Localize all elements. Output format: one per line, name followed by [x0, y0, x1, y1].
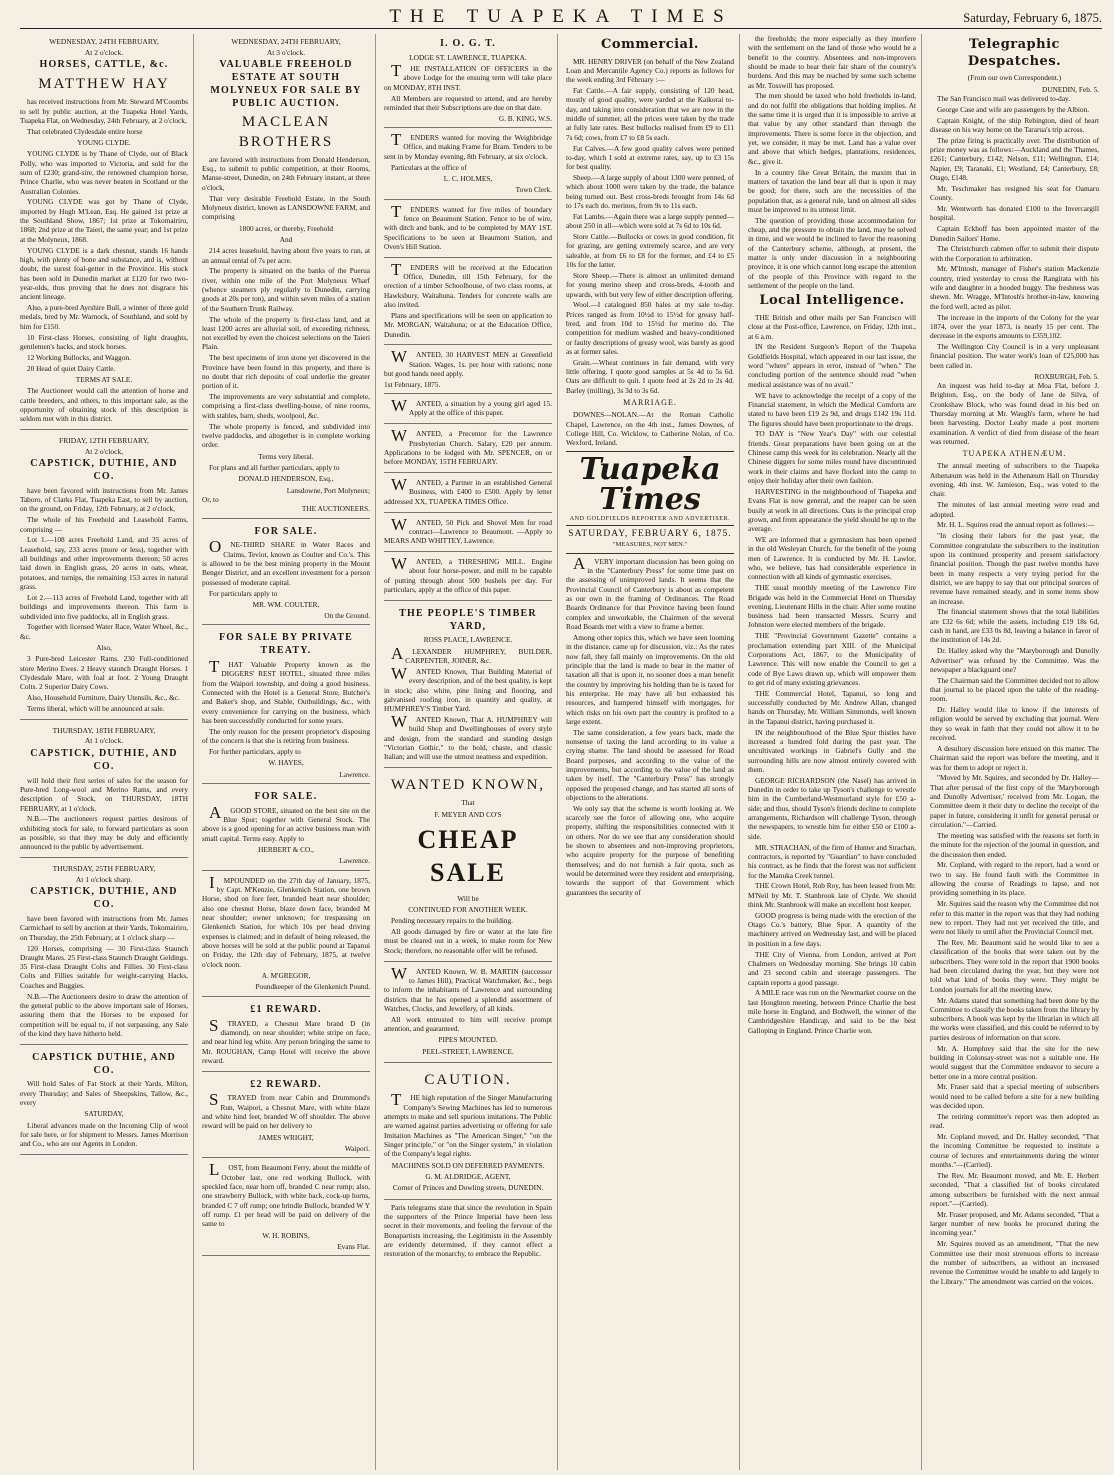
paragraph: 120 Horses, comprising — 30 First-class Staunch Draught Mares. 25 First-class Staunch Draught Geldings. 35 First-class Draught Colts and Fillies. 30 First-class Colts and Fillies suitable for weight-carrying Hacks, Coaches and Buggies.: [20, 943, 188, 990]
paragraph: THAT Valuable Property known as the DIGGERS' REST HOTEL, situated three miles from the Waipori township, and doing a good business. Connected with the Hotel is a General Store, Butcher's and Baker's shop, and Stable, Outbuildings, &c., with every convenience for carrying on the business, which has been successfully conducted for some years.: [202, 657, 370, 726]
paragraph: ALEXANDER HUMPHREY, BUILDER, CARPENTER, JOINER, &c.: [391, 643, 552, 666]
paragraph: MR. STRACHAN, of the firm of Hunter and Strachan, contractors, is reported by "Guardian" to have concluded his contract, as he finds that the forest was not sufficient for the Manuka Creek tunnel.: [748, 842, 916, 880]
ad-heading: CAUTION.: [424, 1072, 512, 1089]
paragraph: THE British and other mails per San Francisco will close at the Post-office, Lawrence, on Friday, 12th inst., at 6 a.m.: [748, 312, 916, 341]
ad-date: 1st February, 1875.: [384, 379, 441, 389]
paragraph: WANTED, a Precentor for the Lawrence Presbyterian Church. Salary, £20 per annum. Applications to be lodged with Mr. SPENCER, on or before MONDAY, 15TH FEBRUARY.: [384, 426, 552, 467]
paragraph: THE "Provincial Government Gazette" contains a proclamation extending part XIII. of the Municipal Corporations Act, 1867, to the Municipality of Lawrence. This will now enable the Council to get a code of Bye Laws drawn up, which will empower them to get rid of many existing grievances.: [748, 631, 916, 687]
ad-two-pound-reward: [202, 1075, 370, 1159]
paragraph: WANTED, 30 HARVEST MEN at Greenfield Station. Wages, 1s. per hour with rations; none but good hands need apply.: [384, 347, 552, 378]
paragraph: An inquest was held to-day at Moa Flat, before J. Brighton, Esq., on the body of Jane de Silva, of Cronkshaw Block, who was found dead in his bed on Thursday morning at Mr. Waugh's farm, where he had been harvesting. Doctor Leahy made a post mortem examination. A verdict of died from disease of the heart was returned.: [930, 380, 1099, 446]
paragraph: Mr. Teschmaker has resigned his seat for Oamaru County.: [930, 183, 1099, 203]
ad-subheading: LODGE ST. LAWRENCE, TUAPEKA.: [409, 52, 527, 62]
signature: Evans Flat.: [337, 1242, 370, 1252]
paragraph: YOUNG CLYDE is by Thane of Clyde, out of Black Polly, who was imported to Victoria, and sold for the sum of £230; grand-sire, the renowned champion horse, Prince Charlie, who was never beaten in Scotland or the Australian Colonies.: [20, 149, 188, 196]
signature: On the Ground.: [324, 611, 370, 621]
ad-date: WEDNESDAY, 24TH FEBRUARY,: [49, 37, 159, 46]
paragraph: THE INSTALLATION OF OFFICERS in the above Lodge for the ensuing term will take place on MONDAY, 8TH INST.: [384, 61, 552, 92]
terms: Terms very liberal.: [258, 451, 314, 461]
ad-school-tender: [384, 261, 552, 346]
signature: THE AUCTIONEERS.: [301, 504, 370, 514]
paragraph: GOOD progress is being made with the erection of the Otago Co.'s battery, Blue Spur. A quantity of the machinery arrived on Wednesday last, and will be placed in position in a few days.: [748, 910, 916, 948]
paragraph: Paris telegrams state that since the revolution in Spain the supporters of the Prince Imperial have been less secret in their movements, and feeling the fervour of the Bonapartists increasing, the Legitimists in the Assembly are evidently determined, if they cannot effect a restoration of the monarchy, to embrace the Republic.: [384, 1202, 552, 1259]
paragraph: Mr. A. Humphrey said that the site for the new building in Colonsay-street was not a suitable one. He would suggest that the Committee endeavor to secure a better one in a more central position.: [930, 1043, 1099, 1081]
paragraph: 3 Pure-bred Leicester Rams. 230 Full-conditioned store Merino Ewes. 2 Heavy staunch Draught Horses. 1 Clydesdale Mare, with foal at foot. 2 Young Draught Colts. 2 Superior Dairy Cows.: [20, 654, 188, 692]
columns: [20, 34, 1104, 1470]
paragraph: Wool.—I catalogued 850 bales at my sale to-day. Prices ranged as from 10½d to 15½d for greasy half-bred, and from 10d to 15½d for merino do. The competition for medium washed and heavy-conditioned or faulty descriptions of greasy wool, was barely as good as at former sales.: [566, 300, 734, 356]
nameplate-subtitle: AND GOLDFIELDS REPORTER AND ADVERTISER.: [569, 515, 731, 522]
paragraph: The whole of his Freehold and Leasehold Farms, comprising —: [20, 515, 188, 534]
signature: JAMES WRIGHT,: [258, 1132, 314, 1142]
ad-lansdowne-farm: [202, 34, 370, 519]
paragraph: TENDERS wanted for moving the Weighbridge Office, and making Frame for Bram. Tenders to be sent in by Monday evening, 8th February, at six o'clock.: [384, 130, 552, 161]
ad-heading: I. O. G. T.: [440, 38, 496, 49]
paragraph: Particulars at the office of: [391, 162, 467, 172]
signature: G. M. ALDRIDGE, AGENT,: [425, 1171, 511, 1181]
paragraph: Mr. M'Intosh, manager of Fisher's station Mackenzie country, tried yesterday to cross the Rangitata with his wife and daughter in a hooded buggy. The freshness was shewn. Mr. Wragge, M'Intosh's brother-in-law, knowing the ford well, acted as pilot.: [930, 264, 1099, 311]
paragraph: Dr. Halley would like to know if the interests of religion would be served by excluding that journal. Were they so weak in faith that they could not allow it to be received.: [930, 705, 1099, 743]
ad-road-men: [384, 516, 552, 552]
paragraph: Mr. Fraser proposed, and Mr. Adams seconded, "That a larger number of new books be procured during the incoming year.": [930, 1209, 1099, 1238]
auctioneer-name: CAPSTICK, DUTHIE, AND CO.: [30, 886, 178, 911]
paragraph: All Members are requested to attend, and are hereby reminded that their Subscriptions are due on that date.: [384, 93, 552, 112]
ad-time: At 2 o'clock,: [84, 446, 124, 456]
paragraph: All work entrusted to him will receive prompt attention, and guaranteed.: [384, 1014, 552, 1034]
will-be-label: Will be: [457, 893, 479, 903]
paragraph: THE City of Vienna, from London, arrived at Port Chalmers on Wednesday morning. She brings 10 cabin and 23 second cabin and steerage passengers. The captain reports a good passage.: [748, 949, 916, 987]
ad-heading: £2 REWARD.: [250, 1078, 322, 1090]
paragraph: Captain Knight, of the ship Rebington, died of heart disease on his way home on the Tararua's trip across.: [930, 115, 1099, 134]
paragraph: Liberal advances made on the Incoming Clip of wool for sale here, or for shipment to Messrs. James Morrison and Co., who are our Agents in London.: [20, 1120, 188, 1149]
section-heading: Local Intelligence.: [759, 293, 905, 309]
paragraph: The Auctioneer would call the attention of horse and cattle breeders, and others, to this important sale, as the opportunity of obtaining stock of this description is seldom met with in this district.: [20, 386, 188, 424]
ad-heading: £1 REWARD.: [250, 1003, 322, 1015]
paragraph: Grain.—Wheat continues in fair demand, with very little offering. I quote good samples at 5s 4d to 5s 6d. Oats are difficult to quit. I quote feed at 2s 2d to 2s 4d. Barley (milling), 3s 3d to 3s 6d.: [566, 357, 734, 395]
paragraph: Lot 1.—108 acres Freehold Land, and 35 acres of Leasehold, say, 233 acres (more or less), together with all buildings and other improvements thereon; 50 acres laid down in English grass, 20 acres in oats, wheat, potatoes, and turnips, the remaining 153 acres in natural grass.: [20, 535, 188, 592]
auctioneer-name: CAPSTICK DUTHIE, AND CO.: [32, 1051, 176, 1076]
nameplate: [566, 451, 734, 554]
paragraph: N.B.—The auctioneers request parties desirous of exhibiting stock for sale, to forward particulars as soon as possible, so that they may be duly and efficiently announced to the public by advertisement.: [20, 814, 188, 852]
also-label: Also,: [96, 643, 112, 653]
paragraph: AVERY important discussion has been going on in the "Canterbury Press" for some time past on the assessing of unimproved lands. It seems that the Provincial Council of Canterbury is about as competent as our own in the framing of Ordinances. The Road Boards Ordinance for that Province having been found complex and unworkable, the Chairmen of the several Road Boards met with a view to frame a better.: [566, 553, 734, 632]
ad-horse-sale: [20, 861, 188, 1045]
paragraph: THE Commercial Hotel, Tapanui, so long and successfully conducted by Mr. Andrew Allan, changed hands on Thursday, Mr. William Simmonds, well known in the Tapanui district, having purchased it.: [748, 688, 916, 726]
paragraph: Sheep.—A large supply of about 1300 were penned, of which about 1000 were taken by the trade, the balance being turned out. Best cross-breds brought from 14s 6d to 17s each do. merinos, from 9s to 11s each.: [566, 173, 734, 211]
paragraph: For plans and all further particulars, apply to: [209, 462, 340, 472]
that-label: That: [461, 798, 475, 808]
signature: Lansdowne, Port Molyneux;: [286, 485, 370, 495]
paragraph: 20 Head of quiet Dairy Cattle.: [27, 363, 116, 373]
signature: Waipori.: [344, 1144, 370, 1154]
paragraph: The best specimens of iron stone yet discovered in the Province have been found in this property, and there is no doubt that rich deposits of coal underlie the greater portion of it.: [202, 353, 370, 391]
ad-date: THURSDAY, 18TH FEBRUARY,: [52, 725, 156, 735]
paragraph: The annual meeting of subscribers to the Tuapeka Athenæum was held in the Athenæum Hall on Thursday evening, 4th inst. W. Jamieson, Esq., was voted to the chair.: [930, 461, 1099, 499]
paragraph: Plans and specifications will be seen on application to Mr. MORGAN, Waitahuna; or at the Education Office, Dunedin.: [384, 310, 552, 339]
paragraph: The men should be taxed who hold freeholds in-land, and do not fulfil the obligations that holding implies. At the same time it is urged that it is impossible to arrive at that value by any other standard than through the improvements. There is some force in the objection, and yet, we consider, it may be met. Land has a value over and above that which hedges, plantations, residences, &c., give it.: [748, 91, 916, 166]
or-label: Or, to: [202, 494, 219, 504]
paragraph: Will hold Sales of Fat Stock at their Yards, Milton, every Thursday; and Sales of Sheepskins, Tallow, &c., every: [20, 1079, 188, 1108]
column-1: [20, 34, 194, 1470]
paragraph: WANTED, a Partner in an established General Business, with £400 to £500. Apply by letter addressed XX, TUAPEKA TIMES Office.: [384, 475, 552, 506]
paragraph: "In closing their labors for the past year, the Committee congratulate the subscribers to the institution upon its continued prosperity and present satisfactory financial position. Though the past twelve months have been in many respects a very trying period for the district, we are happy to say that our principal sources of revenue have remained steady, and in some items show an increase.: [930, 531, 1099, 606]
ad-iogt-lodge: [384, 34, 552, 128]
paragraph: Mr. Copland moved, and Dr. Halley seconded, "That the incoming Committee be requested to institute a course of lectures and entertainments during the winter months."—(Carried).: [930, 1132, 1099, 1170]
paragraph: All goods damaged by fire or water at the late fire must be cleared out in a week, to make room for New Stock; therefore, no reasonable offer will be refused.: [384, 927, 552, 955]
ad-diggers-rest: [202, 628, 370, 784]
paragraph: Fat Lambs.—Again there was a large supply penned—about 250 in all—which were sold at 7s 6d to 10s 6d.: [566, 211, 734, 231]
paragraph: The meeting was satisfied with the reasons set forth in the minute for the rejection of the journal in question, and the discussion then ended.: [930, 830, 1099, 859]
column-4: [566, 34, 740, 1470]
paragraph: Lot 2.—113 acres of Freehold Land, together with all buildings and improvements thereon. This farm is subdivided into five paddocks, all in English grass.: [20, 592, 188, 621]
paragraph: Among other topics this, which we have seen looming in the distance, came up for discussion, viz.: As the rates now fall, they fall mainly on improvements. On the old principle that the land is made to bear in the matter of taxation all that is upon it, no sooner does a man benefit the country by improving his holding than he is taxed for his enterprise. He may have all but exhausted his resources, and hampered himself with mortgages, for which risks on his own part the country is profited to a large extent.: [566, 632, 734, 726]
paragraph: The same consideration, a few years back, made the nonsense of taxing the land according to its value a crying shame. The land should be assessed for Road Board purposes, and according to the value of the improvements, but according to the value of the land as taken by itself. The "Canterbury Press" has strongly opposed the proposed change, and has started all sorts of objections to the alterations.: [566, 727, 734, 802]
nameplate-motto: "MEASURES, NOT MEN.": [612, 541, 688, 549]
ad-cheap-sale: [384, 771, 552, 961]
paragraph: The only reason for the present proprietor's disposing of the concern is that she is retiring from business.: [202, 726, 370, 746]
pipes-label: PIPES MOUNTED.: [438, 1035, 498, 1045]
paragraph: Fat Cattle.—A fair supply, consisting of 120 head, mostly of good quality, were yarded at the Kaikorai to-day, and taking into consideration that we are now in the middle of summer, all the prices were taken by the trade at fully late rates. Best bullocks realised from £9 to £11 7s 6d; cows, from £7 to £8 5s each.: [566, 86, 734, 142]
paragraph: WANTED, a situation by a young girl aged 15. Apply at the office of this paper.: [391, 396, 552, 418]
paragraph: WANTED, 50 Pick and Shovel Men for road contract—Lawrence to Beaumont. —Apply to MEARS AND WHITTEY, Lawrence.: [384, 514, 552, 546]
paragraph: IN the Resident Surgeon's Report of the Tuapeka Goldfields Hospital, which appeared in our last issue, the word "where" appears in error, instead of "when." The concluding portion of the sentence should read "when medical assistance was of no avail.": [748, 342, 916, 389]
paragraph: Fat Calves.—A few good quality calves were penned to-day, which I sold at extreme rates, say, up to £3 15s for best quality.: [566, 143, 734, 172]
paragraph: MR. HENRY DRIVER (on behalf of the New Zealand Loan and Mercantile Agency Co.) reports as follows for the week ending 3rd February :—: [566, 56, 734, 85]
paragraph: Store Sheep.—There is almost an unlimited demand for young merino sheep and cross-breds, 4-tooth and upwards, with but very few of either description offering.: [566, 270, 734, 299]
signature: W. H. ROBINS,: [262, 1230, 310, 1240]
signature: W. HAYES,: [268, 758, 304, 768]
paragraph: The retiring committee's report was then adopted as read.: [930, 1111, 1099, 1131]
signature: HERBERT & CO.,: [258, 845, 314, 855]
and-label: And: [279, 234, 293, 244]
ad-weighbridge-tender: [384, 131, 552, 199]
paragraph: Mr. Squires said the reason why the Committee did not refer to this matter in the report was that they had nothing new to report. They had not yet received the title, and were not likely to until after the Provincial Council met.: [930, 899, 1099, 937]
ad-harvest-men: [384, 348, 552, 394]
paragraph: HARVESTING in the neighbourhood of Tuapeka and Evans Flat is now general, and the reaper can be seen busily at work in all directions. Oats is the principal crop grown, and from appearance the yield should be up to the average.: [748, 486, 916, 534]
paragraph: The Chairman said the Committee decided not to allow that journal to be placed upon the table of the reading-room.: [930, 675, 1099, 704]
ad-time: At 1 o'clock.: [84, 736, 124, 746]
ad-singer-caution: [384, 1066, 552, 1199]
ad-lost-bullocks: [202, 1161, 370, 1256]
paragraph: are favored with instructions from Donald Henderson, Esq., to submit to public competition, at their Rooms, Manse-street, Dunedin, on 24th February instant, at three o'clock,: [202, 154, 370, 192]
nameplate-date: SATURDAY, FEBRUARY 6, 1875.: [566, 525, 734, 540]
ad-store-for-sale: [202, 787, 370, 871]
acreage: 1800 acres, or thereby, Freehold: [239, 223, 333, 233]
ad-partner: [384, 476, 552, 512]
ad-time: At 2 o'clock.: [84, 47, 124, 57]
ad-young-clyde: [20, 34, 188, 430]
masthead-date: Saturday, February 6, 1875.: [963, 11, 1102, 25]
paragraph: WE have to acknowledge the receipt of a copy of the Financial statement, in which the Medical Comforts are stated to have been £19 2s 9d, and drugs £142 19s 11d. The figures should have been proportionate to the drugs.: [748, 390, 916, 428]
ad-time: At 3 o'clock.: [266, 47, 306, 57]
paragraph: have been favored with instructions from Mr. James Carmichael to sell by auction at their Yards, Tokomairiro, on Thursday, the 25th February, at 1 o'clock sharp —: [20, 914, 188, 942]
section-heading: MARRIAGE.: [623, 398, 677, 408]
ad-heading: THE PEOPLE'S TIMBER YARD,: [399, 607, 537, 632]
dateline: ROXBURGH, Feb. 5.: [1034, 371, 1099, 381]
paragraph: The financial statement shows that the total liabilities are £32 6s 6d; while the assets, including £19 18s 6d, cash in hand, are £33 0s 8d, leaving a balance in favor of the institution of 14s 2d.: [930, 607, 1099, 645]
ad-date: THURSDAY, 25TH FEBRUARY,: [52, 864, 156, 874]
paragraph: The Rev. Mr. Beaumont moved, and Mr. E. Herbert seconded, "That a classified list of books circulated among subscribers be furnished with the next annual report."—(Carried).: [930, 1170, 1099, 1208]
signature: G. B. KING, W.S.: [498, 113, 552, 123]
paragraph: WANTED Known, That A. HUMPHREY will build Shop and Dwellinghouses of every style and design, from the standard and standing design "Victorian Gothic," to the bold, chaste, and classic Italian; and will use the utmost neatness and expedition.: [384, 712, 552, 762]
ad-water-race-share: [202, 522, 370, 626]
paragraph: STRAYED from near Cabin and Drummond's Run, Waipori, a Chesnut Mare, with white blaze and white hind feet, branded W off shoulder. The above reward will be paid on her delivery to: [202, 1090, 370, 1131]
paragraph: will hold their first series of sales for the season for Pure-bred Long-wool and Merino Rams, and every description of Stock, on THURSDAY, 18TH FEBRUARY, at 1 o'clock.: [20, 775, 188, 813]
masthead-title: THE TUAPEKA TIMES: [389, 6, 733, 27]
paragraph: Captain Eckhoff has been appointed master of the Dunedin Sailors' Home.: [930, 224, 1099, 243]
paragraph: WANTED Known, W. B. MARTIN (successor to James Hill), Practical Watchmaker, &c., begs to inform the inhabitants of Lawrence and surrounding districts that he has opened a splendid assortment of Watches, Clocks, and Jewellery, of all kinds.: [384, 963, 552, 1013]
paragraph: The Christchurch cabmen offer to submit their dispute with the Corporation to arbitration.: [930, 244, 1099, 263]
auctioneer-name: CAPSTICK, DUTHIE, AND CO.: [30, 748, 178, 772]
signature: Town Clerk.: [515, 185, 552, 195]
paragraph: Pending necessary repairs to the building.: [391, 916, 513, 926]
merchant-name: F. MEYER AND CO'S: [434, 809, 502, 819]
signature: A. M'GREGOR,: [261, 971, 311, 981]
paragraph: WANTED Known, That Building Material of every description, and of the best quality, is kept in stock; also white, pine lining and flooring, and galvanised roofing iron, in quantity and quality, at HUMPHREY'S Timber Yard.: [384, 663, 552, 714]
column-3: [384, 34, 558, 1470]
paragraph: The San Francisco mail was delivered to-day.: [937, 93, 1071, 103]
paragraph: We only say that the scheme is worth looking at. We scarcely see the force of allowing one, who acquire property, shifting the responsibilities connected with it on others. Nor do we see that any consideration should be shown to absentees and non-improving proprietors, who acquire property for the purpose of benefiting themselves; and do not furnish a fair quota, such as would be determined were they resident and enterprising, towards the support of that Government which guarantees the security of: [566, 803, 734, 897]
auctioneer-name: MATTHEW HAY: [38, 75, 170, 92]
continued-label: CONTINUED FOR ANOTHER WEEK.: [408, 904, 528, 914]
paragraph: has received instructions from Mr. Steward M'Coombs to sell by public auction, at the Tuapeka Hotel Yards, Tuapeka Flat, on Wednesday, 24th February, at 2 o'clock,: [20, 97, 188, 125]
paragraph: STRAYED, a Chesnut Mare brand D (in diamond), on near shoulder; white stripe on face, and near hind leg white. Any person bringing the same to Mr. ROUGHAN, Camp Hotel will receive the above reward.: [202, 1015, 370, 1065]
paragraph: TENDERS wanted for five miles of boundary fence on Beaumont Station. Fence to be of wire, with ditch and bank, and to be completed by MAY 1ST. Specifications to be seen at Beaumont Station, and Oven's Hill Station.: [384, 201, 552, 251]
paragraph: Mr. H. L. Squires read the annual report as follows:—: [937, 520, 1095, 530]
paragraph: Mr. Adams stated that something had been done by the Committee to classify the books taken from the library by subscribers. A book was kept by the librarian in which all the works were classified, and this could be referred to by parties desirous of information on that score.: [930, 995, 1099, 1042]
dateline: DUNEDIN, Feb. 5.: [1042, 84, 1099, 94]
ad-heading: HORSES, CATTLE, &c.: [39, 59, 169, 71]
paragraph: AGOOD STORE, situated on the best site on the Blue Spur; together with General Stock. The above is a good opening for an active business man with small capital. Terms easy. Apply to: [202, 802, 370, 843]
paragraph: LOST, from Beaumont Ferry, about the middle of October last, one red working Bullock, with speckled face, near horn off, branded C near rump; also, one strawberry Bullock, with white back, cock-up horns, branded C 7 off rump; one brindle Bullock, branded W Y off rump. £1 per head will be paid on delivery of the same to: [202, 1160, 370, 1229]
ad-situation-wanted: [384, 397, 552, 424]
signature: Corner of Princes and Dowling streets, DUNEDIN.: [392, 1183, 544, 1193]
signature: PEEL-STREET, LAWRENCE.: [422, 1046, 514, 1056]
paragraph: The prize firing is practically over. The distribution of prize money was as follows:—Auckland and the Thames, £261; Canterbury, £142; Nelson, £11; Wellington, £14; Napier, £9; Taranaki, £1; Westland, £4; Canterbury, £8; Otago, £148.: [930, 135, 1099, 183]
column-5: [748, 34, 922, 1470]
paragraph: the freeholds; the more especially as they interfere with the settlement on the land of those who would be a benefit to the country. Absentees and non-improvers should be made to bear their fair share of the country's burdens. And this may be reached by some such scheme as Mr. Tosswill has proposed.: [748, 34, 916, 90]
paragraph: WE are informed that a gymnasium has been opened in the old Wesleyan Church, for the benefit of the young men of Lawrence. It is conducted by Mr. H. Lawlor, who, we believe, has had considerable experience in connection with all kinds of gymnastic exercises.: [748, 535, 916, 582]
ad-watchmaker: [384, 965, 552, 1063]
ad-threshing-mill: [384, 555, 552, 601]
paragraph: TO DAY is "New Year's Day" with our celestial friends. Great preparations have been going on at the Chinese camp this week for its celebration. Nearly all the Chinese diggers for some miles round have discontinued work in their claims and have flocked into the camp to enjoy their holiday after their own fashion.: [748, 429, 916, 486]
ad-fence-tender: [384, 203, 552, 258]
ad-date: WEDNESDAY, 24TH FEBRUARY,: [231, 37, 341, 46]
paragraph: IMPOUNDED on the 27th day of January, 1875, by Capt. M'Kenzie, Glenkenich Station, one brown Horse, shod on fore feet, branded heart near shoulder; also one chesnut Horse, blaze down face, branded M near shoulder; owner unknown; for trespassing on Glenkenich Station, for which 10s per head driving expenses is claimed; and in default of being released, the above horses will be sold at the public pound at Tapanui on Friday, the 12th day of February, 1875, at twelve o'clock noon.: [202, 872, 370, 969]
cheap-sale-title: CHEAP SALE: [417, 825, 519, 888]
ad-impounded: [202, 874, 370, 997]
paragraph: Also, Household Furniture, Dairy Utensils, &c., &c.: [27, 693, 180, 703]
signature: Lawrence.: [339, 856, 370, 866]
paragraph: For further particulars, apply to: [209, 747, 301, 757]
paragraph: "Moved by Mr. Squires, and seconded by Dr. Halley—That after perusal of the first copy of the 'Maryborough and Dunolly Advertiser,' received from Mr. Logan, the Committee deem it their duty to decline the receipt of the paper in future, considering it unfit for general perusal or circulation."—Carried.: [930, 773, 1099, 830]
signature: Poundkeeper of the Glenkenich Pound.: [255, 982, 370, 992]
section-heading: TUAPEKA ATHENÆUM.: [962, 449, 1067, 459]
deferred-label: MACHINES SOLD ON DEFERRED PAYMENTS.: [391, 1160, 545, 1170]
auctioneer-name: CAPSTICK, DUTHIE, AND CO.: [30, 458, 178, 482]
paragraph: WANTED, a THRESHING MILL. Engine about four horse-power, and mill to be capable of putting through about 500 bushels per day. For particulars, apply at the office of this paper.: [384, 554, 552, 595]
ad-date: FRIDAY, 12TH FEBRUARY,: [59, 436, 149, 445]
paragraph: That very desirable Freehold Estate, in the South Molyneux district, known as LANSDOWNE FARM, and comprising: [202, 193, 370, 222]
ad-heading: FOR SALE BY PRIVATE TREATY.: [218, 632, 354, 657]
ad-time: At 1 o'clock sharp.: [75, 874, 133, 884]
ad-heading: FOR SALE.: [254, 525, 318, 537]
paragraph: For particulars apply to: [209, 588, 278, 598]
ad-subheading: ROSS PLACE, LAWRENCE.: [423, 635, 513, 645]
paragraph: The minutes of last annual meeting were read and adopted.: [930, 500, 1099, 519]
ad-precentor: [384, 427, 552, 473]
paragraph: YOUNG CLYDE was got by Thane of Clyde, imported by Hugh M'Lean, Esq. He gained 1st prize at the Southland Show, 1867; 1st prize at Tokomairiro, 1868; 2nd prize at the Taieri, the same year; and 1st prize at the Molyneux, 1868.: [20, 197, 188, 244]
paragraph: Store Cattle.—Bullocks or cows in good condition, fit for grazing, are getting extremely scarce, and are very saleable, at from £6 to £8 for the former, and £4 to £5 10s for the latter.: [566, 232, 734, 270]
section-heading: Commercial.: [601, 37, 699, 52]
paragraph: have been favored with instructions from Mr. James Taboro, of Clarks Flat, Tuapeka East, to sell by auction, on the ground, on Friday, 12th February, at 2 o'clock,: [20, 485, 188, 514]
paragraph: DOWNES—NOLAN.—At the Roman Catholic Chapel, Lawrence, on the 4th inst., James Downes, of College Hill, Co. Wicklow, to Catherine Nolan, of Co. Wexford, Ireland.: [566, 410, 734, 448]
paragraph: The improvements are very substantial and complete, comprising a first-class dwelling-house, of nine rooms, with stables, barn, sheds, woolpool, &c.: [202, 392, 370, 420]
paragraph: The Rev. Mr. Beaumont said he would like to see a classification of the books that were taken out by the subscribers. They were told in the report that 1900 books had been circulated during the year, but they were not told what kind of books they were. They might be London journals for all the meeting knew.: [930, 938, 1099, 994]
paragraph: TENDERS will be received at the Education Office, Dunedin, till 15th February, for the erection of a timber Schoolhouse, of two class rooms, at Hawksbury, Waitahuna. Tenders for concrete walls are also invited.: [384, 259, 552, 310]
paragraph: Mr. Fraser said that a special meeting of subscribers would need to be called before a site for a new building was decided upon.: [930, 1082, 1099, 1111]
paragraph: That celebrated Clydesdale entire horse: [27, 126, 143, 136]
paragraph: The question of providing those accommodation for cheap, and the pressure to obtain the land, may be solved in time, and we would be inclined to favor the reasoning of the Canterbury scheme, although, at present, the matter is only under discussion in a neighbouring province, it is one which cannot long escape the attention of the people of this Province with regard to the settlement of the people on the land.: [748, 215, 916, 291]
paragraph: THE Crown Hotel, Rob Roy, has been leased from Mr. M'Neil by Mr. T. Stanbrook late of Clyde. We should think Mr. Stanbrook will make an excellent host keeper.: [748, 881, 916, 909]
paragraph: The property is situated on the banks of the Puerua river, within one mile of the Port Molyneux Wharf (whence steamers ply regularly to Dunedin, carrying goods at 20s per ton), and within seven miles of a station of the Southern Trunk Railway.: [202, 266, 370, 313]
paragraph: The whole property is fenced, and subdivided into twelve paddocks, and altogether is in complete working order.: [202, 421, 370, 450]
paragraph: The increase in the imports of the Colony for the year 1874, over the year 1873, is nearly 15 per cent. The decrease in the exports amounts to £359,102.: [930, 312, 1099, 341]
paragraph: Dr. Halley asked why the "Maryborough and Dunolly Advertiser" was refused by the Committee. Was the newspaper a blackguard one?: [930, 646, 1099, 674]
correspondent-note: (From our own Correspondent.): [967, 73, 1062, 83]
paragraph: 12 Working Bullocks, and Waggon.: [27, 352, 131, 362]
paragraph: The whole of the property is first-class land, and at least 1200 acres are alluvial soil, of exceeding richness, not excelled by even the choicest selections on the Taieri Plain.: [202, 314, 370, 352]
paragraph: N.B.—The Auctioneers desire to draw the attention of the general public to the above important sale of Horses, assuring them that the Horses to be exposed for competition will be equal to, if not surpassing, any Sale of the kind they have hitherto held.: [20, 991, 188, 1038]
section-heading: Telegraphic Despatches.: [967, 37, 1062, 69]
sale-day: SATURDAY,: [84, 1109, 124, 1119]
signature: DONALD HENDERSON, Esq.,: [238, 474, 334, 484]
paragraph: THE high reputation of the Singer Manufacturing Company's Sewing Machines has led to numerous attempts to make and sell spurious imitations. The Public are warned against parties advertising or offering for sale Imitation Machines as "The American Singer," "on the Singer principle," or "on the Singer system," in violation of the Company's legal rights.: [384, 1090, 552, 1159]
column-6: [930, 34, 1104, 1470]
paragraph: ONE-THIRD SHARE in Water Races and Claims, Teviot, known as Coulter and Co.'s. This is allowed to be the best mining property in the Mount Benger District, and an excellent investment for a person possessed of moderate capital.: [202, 537, 370, 587]
paragraph: George Case and wife are passengers by the Albion.: [937, 104, 1090, 114]
column-2: [202, 34, 376, 1470]
paragraph: The Wellington City Council is in a very unpleasant financial position. The water work's loan of £25,000 has been called in.: [930, 342, 1099, 370]
ad-freehold-farms: [20, 433, 188, 720]
paragraph: YOUNG CLYDE is a dark chesnut, stands 16 hands high, with plenty of bone and substance, and is, without doubt, the surest foal-getter in the Province. His stock has been sold in Dunedin market at £120 for two two-year-olds, thus proving that he does not disgrace his ancient lineage.: [20, 245, 188, 302]
paragraph: GEORGE RICHARDSON (the Nasel) has arrived in Dunedin in order to take up Tyson's challenge to wrestle him in the Cumberland-Westmorland style for £50 a-side; and thus, should Tyson's friends decline to complete arrangements, Richardson will challenge Tyson, through the newspapers, to wrestle him for either £50 or £100 a-side.: [748, 775, 916, 841]
paragraph: In a country like Great Britain, the maxim that in matters of taxation the land bear all that is upon it may be good; for there, such are the necessities of the population that, as a general rule, land on almost all sides must be improved to its utmost limit.: [748, 167, 916, 214]
paragraph: IN the neighbourhood of the Blue Spur thistles have increased a hundred fold during the past year. The uncultivated workings in Gabriel's Gully and the surrounding hills are now almost entirely covered with them.: [748, 727, 916, 774]
signature: Lawrence.: [339, 769, 370, 779]
paragraph: THE usual monthly meeting of the Lawrence Fire Brigade was held in the Commercial Hotel on Thursday evening, Lieutenant Hills in the chair. After some routine business had been transacted Messrs. Scurry and Johnston were elected members of the brigade.: [748, 583, 916, 630]
paragraph: Mr. Wentworth has donated £100 to the Invercargill hospital.: [930, 204, 1099, 223]
signature: MR. WM. COULTER,: [252, 599, 320, 609]
masthead: [20, 6, 1102, 29]
auctioneer-name: MACLEAN BROTHERS: [238, 114, 334, 150]
paragraph: Mr. Squires moved as an amendment, "That the new Committee use their most strenuous efforts to increase the number of subscribers, as without an increased revenue the Committee would be unable to add largely to the Library." The amendment was carried on the voices.: [930, 1239, 1099, 1286]
paragraph: Together with licensed Water Race, Water Wheel, &c., &c.: [20, 622, 188, 641]
paragraph: Terms liberal, which will be announced at sale.: [27, 704, 165, 713]
paragraph: A MILE race was run on the Newmarket course on the last Houghton meeting, between Prince Charlie the best mile horse in England, and Bothwell, the winner of the Cambridgeshire Handicap, and said to be the best Galloping in England. Prince Charlie won.: [748, 988, 916, 1035]
signature: L. C. HOLMES,: [443, 173, 493, 183]
paragraph: 214 acres leasehold, having about five years to run, at an annual rental of 7s per acre.: [202, 246, 370, 265]
ad-fat-stock: [20, 1048, 188, 1155]
paragraph: 10 First-class Horses, consisting of light draughts, gentlemen's hacks, and stock horses.: [20, 332, 188, 351]
ad-heading: VALUABLE FREEHOLD ESTATE AT SOUTH MOLYNEUX FOR SALE BY PUBLIC AUCTION.: [210, 59, 362, 109]
paragraph: Mr. Copland, with regard to the report, had a word or two to say. He found fault with the Committee in allowing the course of Readings to lapse, and not providing something in its place.: [930, 860, 1099, 898]
paragraph: Also, a pure-bred Ayrshire Bull, a winner of three gold medals, bred by Mr. Warnock, of Southland, and sold by him for £150.: [20, 303, 188, 331]
ad-timber-yard: [384, 604, 552, 768]
ad-heading: WANTED KNOWN,: [390, 777, 546, 794]
ad-heading: FOR SALE.: [254, 791, 318, 803]
terms: TERMS AT SALE.: [75, 374, 133, 384]
horse-name: YOUNG CLYDE.: [77, 137, 131, 147]
ad-one-pound-reward: [202, 1000, 370, 1072]
paragraph: A desultory discussion here ensued on this matter. The Chairman said the report was before the meeting, and it was for them to adopt or reject it.: [930, 743, 1099, 772]
nameplate-title: Tuapeka Times: [579, 451, 721, 517]
ad-ram-sale: [20, 723, 188, 858]
